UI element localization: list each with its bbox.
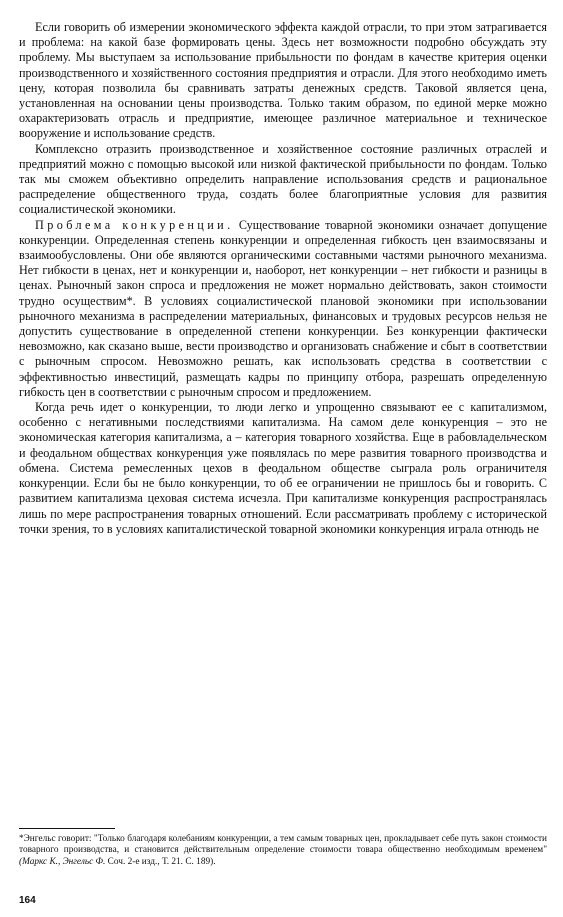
footnote-citation-authors: (Маркс К., Энгельс Ф. [19,856,106,867]
footnote-citation-source: Соч. 2-е изд., Т. 21. С. 189). [105,856,216,867]
paragraph-competition-problem [19,218,547,400]
footnote-quote: *Энгельс говорит: "Только благодаря колебаниям конкуренции, а тем самым товарных цен, прокладывает себе путь закон стоимости товарного производства, и становится действительным определение стоимости товара общественно необходимым временем" [19,834,547,856]
paragraph-economic-effect: Если говорить об измерении экономического эффекта каждой отрасли, то при этом затрагивается и проблема: на какой базе формировать цены. Здесь нет возможности подробно обсуждать эту проблему. Мы выступаем за использование прибыльности по фондам в качестве критерия оценки производственного и хозяйственного состояния предприятия и отрасли. Для этого необходимо иметь цену, которая позволила бы сравнивать затраты денежных средств. Таковой является цена, установленная на основании цены производства. Только таким образом, по единой мерке можно охарактеризовать отрасль и предприятие, имеющее различное материальное и техническое вооружение и использование средств. [19,20,547,141]
paragraph-profitability: Комплексно отразить производственное и хозяйственное состояние различных отраслей и предприятий можно с помощью высокой или низкой фактической прибыльности по фондам. Только так мы сможем объективно определить направление использования средств и рациональное распределение общественного труда, создать более благоприятные условия для развития социалистической экономики. [19,141,547,217]
book-page [19,20,547,537]
section-lead-in: Проблема конкуренции. [35,217,234,232]
page-number: 164 [19,895,36,906]
paragraph-competition-history: Когда речь идет о конкуренции, то люди легко и упрощенно связывают ее с капитализмом, особенно с негативными последствиями капитализма. На самом деле конкуренция – это не экономическая категория капитализма, а – категория товарного хозяйства. Еще в рабовладельческом и феодальном обществах конкуренция уже появлялась по мере развития товарного производства и обмена. Система ремесленных цехов в феодальном обществе сыграла роль ограничителя конкуренции. Если бы не было конкуренции, то об ее ограничении не пришлось бы и говорить. С развитием капитализма цеховая система исчезла. При капитализме конкуренция распространялась лишь по мере распространения товарных отношений. Если рассматривать проблему с исторической точки зрения, то в условиях капиталистической товарной экономики конкуренция играла отнюдь не [19,400,547,536]
paragraph-competition-body: Существование товарной экономики означает допущение конкуренции. Определенная степень конкуренции и определенная гибкость цен взаимосвязаны и взаимообусловлены. Они обе являются органическими составными частями рыночного механизма. Нет гибкости в ценах, нет и конкуренции и, наоборот, нет конкуренции – нет гибкости и разницы в ценах. Рыночный закон спроса и предложения не может нормально действовать, закон стоимости трудно осуществим*. В условиях социалистической плановой экономики при использовании рыночного механизма в распределении материальных, финансовых и трудовых ресурсов нельзя не допустить существование в определенной степени конкуренции. Без конкуренции фактически невозможно, как сказано выше, вести производство и организовать снабжение и сбыт в соответствии с рыночным спросом. Невозможно решать, как использовать средства в соответствии с эффективностью инвестиций, размещать кадры по принципу отбора, разрешать определенную гибкость цен в соответствии с рыночным спросом и предложением. [19,217,547,399]
footnote [19,834,547,868]
footnote-divider [19,828,115,829]
